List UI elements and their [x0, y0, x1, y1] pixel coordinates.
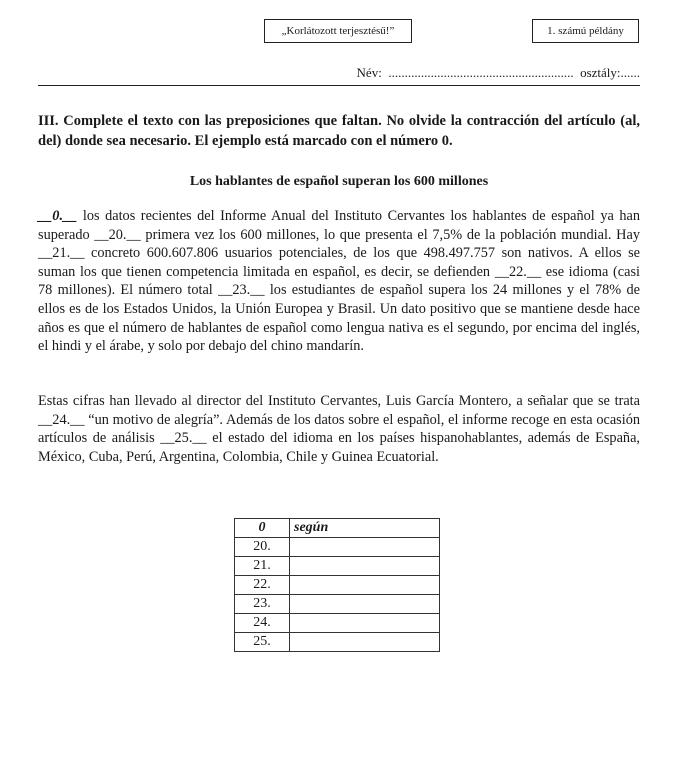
- text-segment: ese idioma (casi 78 millones). El número total: [38, 263, 640, 299]
- article-paragraph-2: [38, 392, 640, 466]
- answer-number: 21.: [235, 557, 290, 576]
- gap-0: __0.__: [38, 208, 78, 224]
- answer-number: 20.: [235, 538, 290, 557]
- answer-number: 24.: [235, 614, 290, 633]
- task-instructions: III. Complete el texto con las preposiciones que faltan. No olvide la contracción del artículo (al, del) donde sea necesario. El ejemplo está marcado con el número 0.: [38, 113, 640, 149]
- answer-table: [234, 518, 440, 652]
- answer-row: [235, 576, 440, 595]
- answer-number: 23.: [235, 595, 290, 614]
- text-segment: primera vez los 600 millones, lo que presenta el 7,5% de la población mundial. Hay: [140, 226, 640, 243]
- answer-row: [235, 557, 440, 576]
- gap-24: __24.__: [38, 411, 85, 428]
- name-class-line: [38, 65, 640, 86]
- name-field[interactable]: .........................................................: [388, 65, 574, 80]
- answer-row: [235, 595, 440, 614]
- text-segment: el estado del idioma en los países hispanohablantes, además de España, México, Cuba, Perú, Argentina, Colombia, Chile y Guinea Ecuatorial.: [38, 430, 640, 465]
- article-title: Los hablantes de español superan los 600 millones: [189, 174, 489, 189]
- answer-cell[interactable]: [290, 614, 440, 633]
- answer-number: 22.: [235, 576, 290, 595]
- answer-row: [235, 633, 440, 652]
- answer-number: 25.: [235, 633, 290, 652]
- gap-23: __23.__: [218, 282, 265, 299]
- class-label: osztály:......: [580, 65, 640, 80]
- gap-20: __20.__: [94, 226, 141, 243]
- gap-25: __25.__: [160, 430, 207, 447]
- answer-cell: según: [290, 519, 440, 538]
- answer-cell[interactable]: [290, 633, 440, 652]
- answer-row: [235, 614, 440, 633]
- text-segment: los estudiantes de español supera los 24 millones y el 78% de ellos es de los Estados Unidos, la Unión Europea y Brasil. Un dato positivo que se mantiene desde hace años es que el número de hablantes de español como lengua nativa es el segundo, por encima del inglés, el hindi y el árabe, y solo por debajo del chino mandarín.: [38, 282, 640, 355]
- text-segment: los datos recientes del Informe Anual del Instituto Cervantes los hablantes de español ya han superado: [38, 208, 640, 243]
- text-segment: concreto 600.607.806 usuarios potenciales, de los que 498.497.757 son nativos. A ellos se suman los que tienen competencia limitada en español, es decir, se defienden: [38, 245, 640, 280]
- answer-cell[interactable]: [290, 576, 440, 595]
- answer-row: [235, 538, 440, 557]
- gap-21: __21.__: [38, 245, 85, 262]
- text-segment: “un motivo de alegría”. Además de los datos sobre el español, el informe recoge en esta ocasión artículos de análisis: [38, 411, 640, 447]
- text-segment: Estas cifras han llevado al director del Instituto Cervantes, Luis García Montero, a señalar que se trata: [38, 393, 640, 409]
- copy-number-label: 1. számú példány: [532, 19, 639, 43]
- answer-cell[interactable]: [290, 557, 440, 576]
- answer-cell[interactable]: [290, 595, 440, 614]
- answer-row-example: [235, 519, 440, 538]
- name-label: Név:: [356, 65, 382, 80]
- answer-cell[interactable]: [290, 538, 440, 557]
- article-paragraph-1: [38, 207, 640, 356]
- answer-number: 0: [235, 519, 290, 538]
- gap-22: __22.__: [494, 263, 542, 280]
- restricted-distribution-label: „Korlátozott terjesztésű!”: [264, 19, 412, 43]
